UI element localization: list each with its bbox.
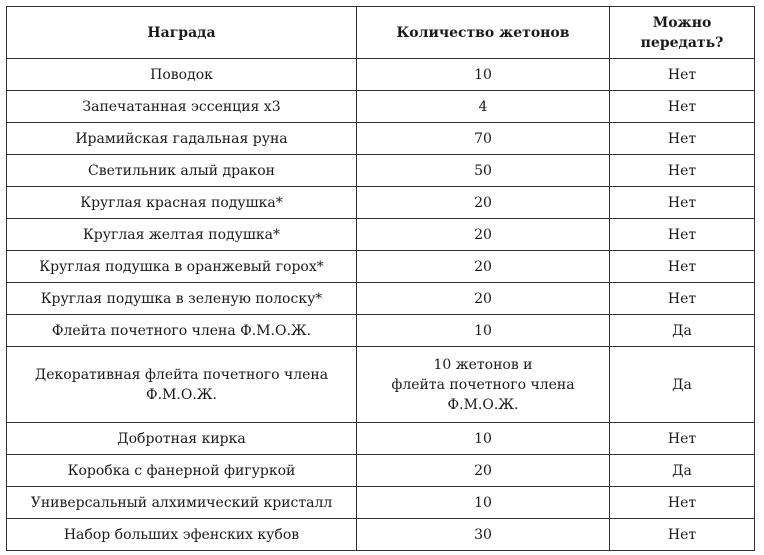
tokens-cell: 20 [357,455,610,487]
reward-cell: Универсальный алхимический кристалл [7,487,357,519]
transferable-cell: Нет [610,219,755,251]
tokens-line: Ф.М.О.Ж. [447,396,519,413]
tokens-line: флейта почетного члена [391,376,575,393]
reward-cell: Набор больших эфенских кубов [7,519,357,551]
table-row [7,315,755,347]
tokens-cell [357,347,610,423]
table-row [7,455,755,487]
header-reward: Награда [7,7,357,59]
tokens-cell: 4 [357,91,610,123]
reward-cell: Круглая красная подушка* [7,187,357,219]
reward-line: Декоративная флейта почетного члена [34,366,329,383]
transferable-cell: Нет [610,155,755,187]
table-row [7,219,755,251]
table-row [7,519,755,551]
table-row [7,487,755,519]
transferable-cell: Нет [610,423,755,455]
transferable-cell: Да [610,347,755,423]
transferable-cell: Да [610,455,755,487]
reward-line: Ф.М.О.Ж. [146,386,217,403]
transferable-cell: Нет [610,123,755,155]
tokens-cell: 20 [357,251,610,283]
reward-cell [7,347,357,423]
reward-cell: Флейта почетного члена Ф.М.О.Ж. [7,315,357,347]
tokens-line: 10 жетонов и [433,356,533,373]
tokens-cell: 30 [357,519,610,551]
tokens-cell: 10 [357,315,610,347]
rewards-table [6,6,755,551]
tokens-cell: 20 [357,187,610,219]
tokens-cell: 20 [357,219,610,251]
table-row [7,187,755,219]
header-transferable-line1: Можно [652,14,712,31]
table-row [7,347,755,423]
transferable-cell: Нет [610,283,755,315]
reward-cell: Добротная кирка [7,423,357,455]
table-row [7,283,755,315]
reward-cell: Круглая подушка в зеленую полоску* [7,283,357,315]
tokens-cell: 10 [357,59,610,91]
reward-cell: Круглая подушка в оранжевый горох* [7,251,357,283]
tokens-cell: 10 [357,487,610,519]
table-row [7,59,755,91]
tokens-cell: 70 [357,123,610,155]
header-transferable-line2: передать? [640,34,724,51]
reward-cell: Светильник алый дракон [7,155,357,187]
table-row [7,155,755,187]
table-row [7,91,755,123]
reward-cell: Ирамийская гадальная руна [7,123,357,155]
tokens-cell: 50 [357,155,610,187]
header-tokens: Количество жетонов [357,7,610,59]
table-header-row [7,7,755,59]
transferable-cell: Нет [610,91,755,123]
transferable-cell: Нет [610,59,755,91]
transferable-cell: Нет [610,187,755,219]
transferable-cell: Нет [610,487,755,519]
table-row [7,251,755,283]
reward-cell: Коробка с фанерной фигуркой [7,455,357,487]
rewards-table-container [6,6,755,551]
reward-cell: Запечатанная эссенция x3 [7,91,357,123]
table-row [7,423,755,455]
transferable-cell: Да [610,315,755,347]
reward-cell: Поводок [7,59,357,91]
reward-cell: Круглая желтая подушка* [7,219,357,251]
header-transferable [610,7,755,59]
transferable-cell: Нет [610,251,755,283]
table-row [7,123,755,155]
transferable-cell: Нет [610,519,755,551]
tokens-cell: 10 [357,423,610,455]
tokens-cell: 20 [357,283,610,315]
